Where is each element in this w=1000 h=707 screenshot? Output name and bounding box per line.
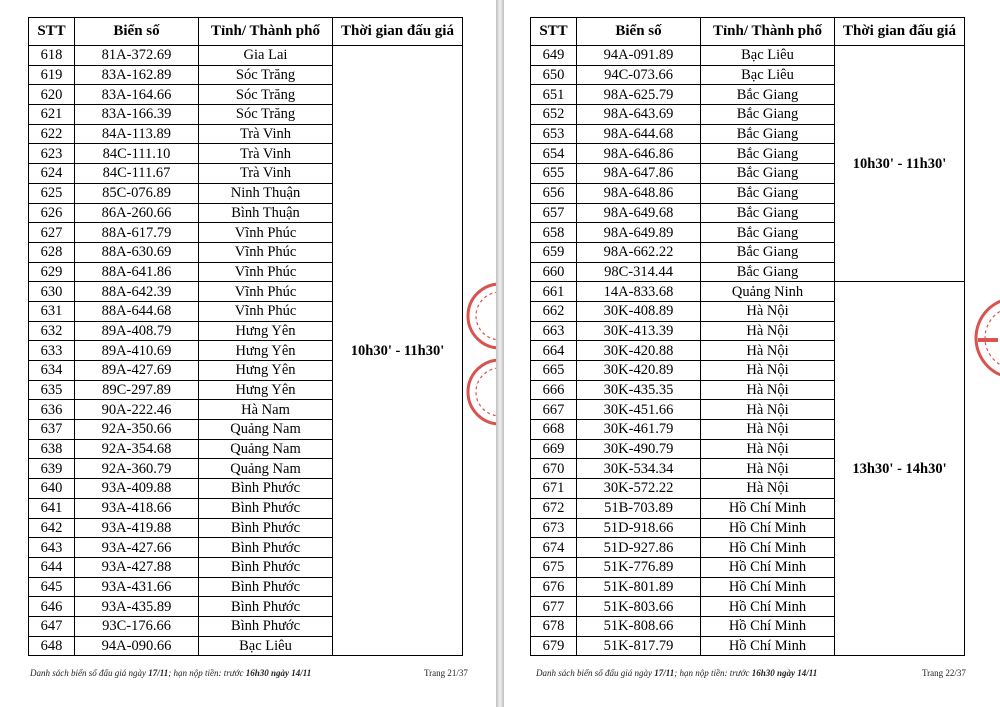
cell-province: Quảng Nam [199, 439, 333, 459]
cell-province: Quảng Nam [199, 420, 333, 440]
cell-auction-time: 10h30' - 11h30' [835, 46, 965, 282]
cell-stt: 676 [531, 577, 577, 597]
cell-province: Trà Vinh [199, 164, 333, 184]
cell-stt: 624 [29, 164, 75, 184]
cell-stt: 618 [29, 46, 75, 66]
cell-stt: 666 [531, 380, 577, 400]
cell-province: Hà Nội [701, 341, 835, 361]
cell-province: Bình Phước [199, 616, 333, 636]
cell-plate: 89A-410.69 [75, 341, 199, 361]
cell-stt: 662 [531, 301, 577, 321]
page-footer-note: Danh sách biển số đấu giá ngày 17/11; hạn nộp tiền: trước 16h30 ngày 14/11 [30, 668, 312, 678]
cell-province: Vĩnh Phúc [199, 262, 333, 282]
cell-province: Bắc Giang [701, 85, 835, 105]
cell-plate: 84A-113.89 [75, 124, 199, 144]
cell-stt: 652 [531, 105, 577, 125]
cell-stt: 668 [531, 420, 577, 440]
cell-plate: 88A-644.68 [75, 301, 199, 321]
red-seal-stamp-left [458, 268, 496, 438]
cell-stt: 626 [29, 203, 75, 223]
cell-stt: 675 [531, 557, 577, 577]
cell-province: Hồ Chí Minh [701, 538, 835, 558]
cell-plate: 30K-420.88 [577, 341, 701, 361]
cell-province: Gia Lai [199, 46, 333, 66]
cell-plate: 51K-817.79 [577, 636, 701, 656]
cell-stt: 670 [531, 459, 577, 479]
cell-stt: 672 [531, 498, 577, 518]
cell-plate: 30K-420.89 [577, 361, 701, 381]
cell-province: Bắc Giang [701, 105, 835, 125]
cell-stt: 667 [531, 400, 577, 420]
cell-province: Bắc Giang [701, 164, 835, 184]
cell-stt: 629 [29, 262, 75, 282]
cell-plate: 81A-372.69 [75, 46, 199, 66]
cell-stt: 650 [531, 65, 577, 85]
cell-province: Hà Nội [701, 321, 835, 341]
cell-stt: 664 [531, 341, 577, 361]
cell-stt: 661 [531, 282, 577, 302]
cell-plate: 84C-111.67 [75, 164, 199, 184]
cell-plate: 30K-451.66 [577, 400, 701, 420]
cell-province: Quảng Nam [199, 459, 333, 479]
header-province: Tỉnh/ Thành phố [701, 18, 835, 46]
cell-province: Vĩnh Phúc [199, 282, 333, 302]
cell-province: Hồ Chí Minh [701, 557, 835, 577]
cell-stt: 677 [531, 597, 577, 617]
cell-plate: 88A-617.79 [75, 223, 199, 243]
cell-stt: 678 [531, 616, 577, 636]
cell-plate: 83A-164.66 [75, 85, 199, 105]
cell-stt: 627 [29, 223, 75, 243]
cell-province: Hồ Chí Minh [701, 518, 835, 538]
table-row [531, 282, 965, 302]
cell-plate: 89C-297.89 [75, 380, 199, 400]
cell-plate: 93A-419.88 [75, 518, 199, 538]
cell-plate: 93A-427.66 [75, 538, 199, 558]
cell-stt: 649 [531, 46, 577, 66]
cell-plate: 93A-435.89 [75, 597, 199, 617]
header-time: Thời gian đấu giá [333, 18, 463, 46]
cell-province: Bạc Liêu [701, 65, 835, 85]
cell-stt: 651 [531, 85, 577, 105]
cell-province: Bắc Giang [701, 203, 835, 223]
header-province: Tỉnh/ Thành phố [199, 18, 333, 46]
cell-plate: 98A-649.68 [577, 203, 701, 223]
page-number: Trang 22/37 [922, 668, 966, 678]
cell-stt: 634 [29, 361, 75, 381]
cell-province: Sóc Trăng [199, 105, 333, 125]
table-row [29, 46, 463, 66]
page-footer-note: Danh sách biển số đấu giá ngày 17/11; hạn nộp tiền: trước 16h30 ngày 14/11 [536, 668, 818, 678]
cell-auction-time: 10h30' - 11h30' [333, 46, 463, 656]
header-plate: Biển số [75, 18, 199, 46]
cell-plate: 98A-649.89 [577, 223, 701, 243]
cell-province: Vĩnh Phúc [199, 242, 333, 262]
cell-province: Bắc Giang [701, 144, 835, 164]
cell-stt: 630 [29, 282, 75, 302]
header-time: Thời gian đấu giá [835, 18, 965, 46]
cell-plate: 85C-076.89 [75, 183, 199, 203]
cell-plate: 83A-166.39 [75, 105, 199, 125]
header-stt: STT [29, 18, 75, 46]
cell-province: Bình Phước [199, 518, 333, 538]
cell-stt: 637 [29, 420, 75, 440]
cell-stt: 648 [29, 636, 75, 656]
cell-plate: 93C-176.66 [75, 616, 199, 636]
cell-province: Hồ Chí Minh [701, 577, 835, 597]
plate-table-right [530, 17, 965, 656]
header-stt: STT [531, 18, 577, 46]
cell-plate: 92A-360.79 [75, 459, 199, 479]
document-page-right [504, 0, 1000, 707]
cell-plate: 83A-162.89 [75, 65, 199, 85]
cell-plate: 98A-625.79 [577, 85, 701, 105]
cell-province: Hà Nội [701, 400, 835, 420]
cell-stt: 642 [29, 518, 75, 538]
cell-stt: 636 [29, 400, 75, 420]
cell-province: Bình Phước [199, 557, 333, 577]
page-number: Trang 21/37 [424, 668, 468, 678]
cell-stt: 639 [29, 459, 75, 479]
cell-plate: 93A-431.66 [75, 577, 199, 597]
cell-plate: 51B-703.89 [577, 498, 701, 518]
red-seal-stamp-right [972, 288, 1000, 388]
cell-province: Hà Nội [701, 380, 835, 400]
cell-stt: 647 [29, 616, 75, 636]
cell-stt: 621 [29, 105, 75, 125]
header-plate: Biển số [577, 18, 701, 46]
cell-stt: 653 [531, 124, 577, 144]
cell-province: Bình Phước [199, 498, 333, 518]
cell-province: Hà Nội [701, 459, 835, 479]
cell-province: Bắc Giang [701, 183, 835, 203]
cell-stt: 645 [29, 577, 75, 597]
document-page-left [0, 0, 496, 707]
cell-province: Sóc Trăng [199, 65, 333, 85]
cell-province: Bình Phước [199, 597, 333, 617]
cell-province: Vĩnh Phúc [199, 301, 333, 321]
cell-province: Ninh Thuận [199, 183, 333, 203]
cell-stt: 644 [29, 557, 75, 577]
cell-province: Hồ Chí Minh [701, 636, 835, 656]
cell-province: Hưng Yên [199, 361, 333, 381]
cell-plate: 98C-314.44 [577, 262, 701, 282]
cell-plate: 98A-643.69 [577, 105, 701, 125]
cell-plate: 30K-490.79 [577, 439, 701, 459]
cell-stt: 640 [29, 479, 75, 499]
cell-stt: 663 [531, 321, 577, 341]
cell-province: Bắc Giang [701, 223, 835, 243]
cell-plate: 98A-646.86 [577, 144, 701, 164]
cell-plate: 90A-222.46 [75, 400, 199, 420]
cell-province: Bình Phước [199, 538, 333, 558]
cell-auction-time: 13h30' - 14h30' [835, 282, 965, 656]
cell-province: Hưng Yên [199, 380, 333, 400]
cell-stt: 658 [531, 223, 577, 243]
cell-province: Hồ Chí Minh [701, 616, 835, 636]
cell-province: Sóc Trăng [199, 85, 333, 105]
cell-province: Bình Phước [199, 479, 333, 499]
cell-stt: 660 [531, 262, 577, 282]
cell-province: Bạc Liêu [701, 46, 835, 66]
cell-province: Hà Nội [701, 420, 835, 440]
cell-plate: 30K-408.89 [577, 301, 701, 321]
cell-plate: 94A-091.89 [577, 46, 701, 66]
cell-province: Bình Phước [199, 577, 333, 597]
cell-stt: 671 [531, 479, 577, 499]
cell-stt: 619 [29, 65, 75, 85]
cell-province: Hà Nội [701, 361, 835, 381]
cell-plate: 30K-534.34 [577, 459, 701, 479]
cell-plate: 88A-641.86 [75, 262, 199, 282]
cell-stt: 655 [531, 164, 577, 184]
book-spine [496, 0, 504, 707]
cell-plate: 14A-833.68 [577, 282, 701, 302]
cell-stt: 643 [29, 538, 75, 558]
table-header-row [531, 18, 965, 46]
cell-stt: 679 [531, 636, 577, 656]
cell-plate: 84C-111.10 [75, 144, 199, 164]
cell-stt: 631 [29, 301, 75, 321]
cell-plate: 89A-427.69 [75, 361, 199, 381]
cell-stt: 659 [531, 242, 577, 262]
cell-plate: 89A-408.79 [75, 321, 199, 341]
cell-province: Trà Vinh [199, 124, 333, 144]
cell-stt: 669 [531, 439, 577, 459]
cell-stt: 674 [531, 538, 577, 558]
cell-province: Hà Nội [701, 479, 835, 499]
cell-plate: 30K-572.22 [577, 479, 701, 499]
cell-plate: 93A-409.88 [75, 479, 199, 499]
cell-stt: 638 [29, 439, 75, 459]
cell-plate: 88A-642.39 [75, 282, 199, 302]
cell-province: Quảng Ninh [701, 282, 835, 302]
cell-stt: 623 [29, 144, 75, 164]
cell-province: Bắc Giang [701, 124, 835, 144]
cell-plate: 98A-662.22 [577, 242, 701, 262]
cell-province: Hưng Yên [199, 341, 333, 361]
cell-plate: 30K-413.39 [577, 321, 701, 341]
cell-plate: 94A-090.66 [75, 636, 199, 656]
cell-province: Bắc Giang [701, 262, 835, 282]
cell-plate: 51K-808.66 [577, 616, 701, 636]
cell-plate: 92A-350.66 [75, 420, 199, 440]
cell-plate: 98A-648.86 [577, 183, 701, 203]
cell-plate: 30K-461.79 [577, 420, 701, 440]
cell-stt: 635 [29, 380, 75, 400]
cell-province: Trà Vinh [199, 144, 333, 164]
cell-stt: 665 [531, 361, 577, 381]
cell-province: Hồ Chí Minh [701, 498, 835, 518]
cell-stt: 620 [29, 85, 75, 105]
cell-stt: 657 [531, 203, 577, 223]
cell-province: Hà Nam [199, 400, 333, 420]
cell-province: Bình Thuận [199, 203, 333, 223]
plate-table-left [28, 17, 463, 656]
cell-plate: 88A-630.69 [75, 242, 199, 262]
cell-stt: 628 [29, 242, 75, 262]
cell-plate: 98A-647.86 [577, 164, 701, 184]
cell-stt: 673 [531, 518, 577, 538]
cell-province: Hà Nội [701, 439, 835, 459]
cell-stt: 625 [29, 183, 75, 203]
cell-stt: 641 [29, 498, 75, 518]
cell-stt: 654 [531, 144, 577, 164]
cell-plate: 51K-801.89 [577, 577, 701, 597]
cell-province: Bắc Giang [701, 242, 835, 262]
cell-plate: 93A-427.88 [75, 557, 199, 577]
cell-plate: 92A-354.68 [75, 439, 199, 459]
cell-stt: 646 [29, 597, 75, 617]
cell-plate: 93A-418.66 [75, 498, 199, 518]
cell-province: Hồ Chí Minh [701, 597, 835, 617]
cell-plate: 94C-073.66 [577, 65, 701, 85]
cell-stt: 622 [29, 124, 75, 144]
cell-province: Hà Nội [701, 301, 835, 321]
cell-stt: 632 [29, 321, 75, 341]
table-row [531, 46, 965, 66]
cell-province: Hưng Yên [199, 321, 333, 341]
cell-province: Vĩnh Phúc [199, 223, 333, 243]
cell-province: Bạc Liêu [199, 636, 333, 656]
table-header-row [29, 18, 463, 46]
cell-plate: 30K-435.35 [577, 380, 701, 400]
cell-plate: 86A-260.66 [75, 203, 199, 223]
cell-stt: 656 [531, 183, 577, 203]
cell-plate: 51K-803.66 [577, 597, 701, 617]
cell-plate: 51D-918.66 [577, 518, 701, 538]
cell-stt: 633 [29, 341, 75, 361]
cell-plate: 51K-776.89 [577, 557, 701, 577]
cell-plate: 98A-644.68 [577, 124, 701, 144]
cell-plate: 51D-927.86 [577, 538, 701, 558]
